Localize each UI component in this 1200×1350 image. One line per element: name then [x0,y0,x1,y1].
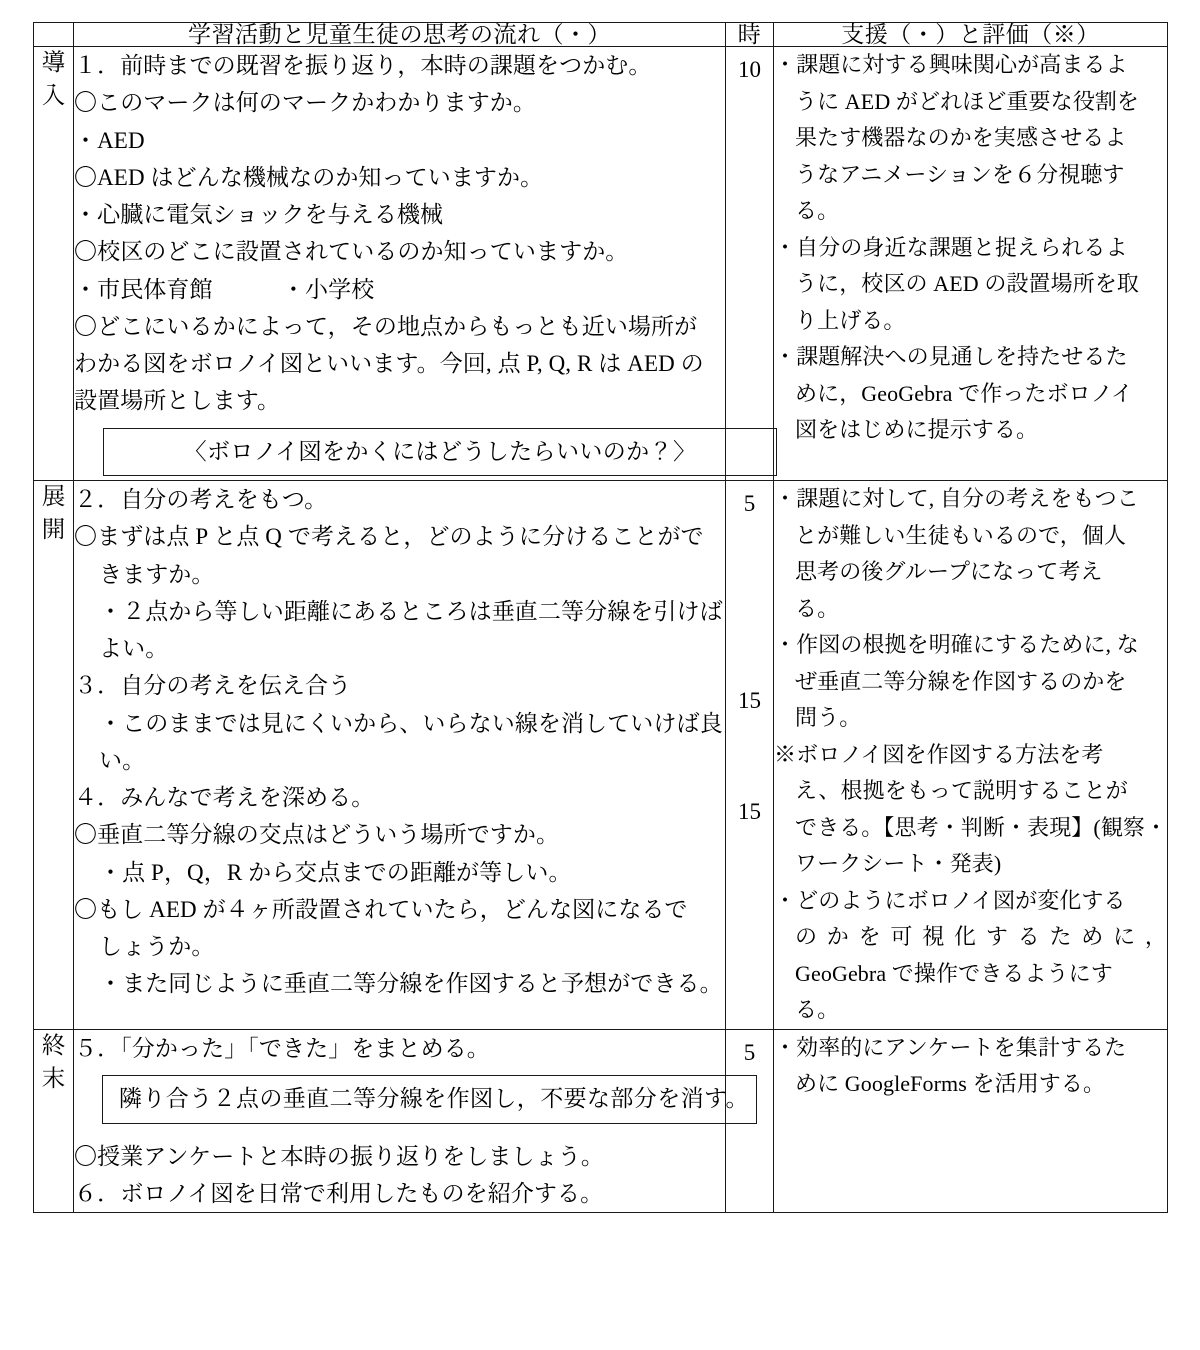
activity-line: 〇校区のどこに設置されているのか知っていますか。 [74,239,629,265]
activity-line: ・心臓に電気ショックを与える機械 [74,202,444,227]
time-value: 15 [738,688,761,714]
activity-line: 〇このマークは何のマークかわかりますか。 [74,90,536,116]
stage-char: 導 [41,50,66,76]
support-line-evaluation: ※ボロノイ図を作図する方法を考 [774,741,1104,767]
support-line: ・自分の身近な課題と捉えられるよ [774,234,1128,260]
activity-line: ６．ボロノイ図を日常で利用したものを紹介する。 [74,1180,604,1206]
table-body [34,47,1168,1213]
support-line: のかを可視化するために， [795,924,1167,950]
support-line: めに，GeoGebra で作ったボロノイ [795,380,1133,406]
support-line: る。 [795,997,840,1023]
stage-char: 入 [41,83,66,110]
support-line: GeoGebra で操作できるようにす [795,960,1113,986]
activity-cell-introduction [74,47,726,481]
activity-line: １．前時までの既習を振り返り，本時の課題をつかむ。 [74,53,652,78]
header-stage [34,23,74,47]
support-line: ・作図の根拠を明確にするために, な [774,632,1139,658]
time-value: 5 [743,491,756,517]
activity-line: 〇授業アンケートと本時の振り返りをしましょう。 [74,1143,604,1169]
activity-line: ３．自分の考えを伝え合う [74,673,352,699]
table-header [34,23,1168,47]
stage-char: 開 [41,517,66,544]
activity-line: 〇まずは点 P と点 Q で考えると，どのように分けることがで [74,524,704,550]
support-line: とが難しい生徒もいるので，個人 [795,522,1127,548]
activity-line: 〇どこにいるかによって，その地点からもっとも近い場所が [74,313,698,339]
activity-line: きますか。 [99,561,215,587]
activity-line: ４．みんなで考えを深める。 [74,785,375,811]
support-line: ・どのようにボロノイ図が変化する [774,887,1126,913]
table-row-conclusion [34,1029,1168,1212]
activity-line: ・市民体育館 ・小学校 [74,276,375,302]
time-cell-development [726,481,774,1030]
support-line: ・課題に対する興味関心が高まるよ [774,52,1128,77]
stage-label-development [34,481,74,1030]
stage-char: 末 [41,1066,66,1093]
learning-goal-box: 〈ボロノイ図をかくにはどうしたらいいのか？〉 [103,428,777,477]
support-line: 図をはじめに提示する。 [795,417,1039,443]
support-line: 問う。 [795,705,862,731]
time-value: 5 [743,1039,756,1065]
header-support: 支援（・）と評価（※） [774,23,1168,47]
time-cell-introduction [726,47,774,481]
support-line: る。 [795,198,840,224]
header-activity: 学習活動と児童生徒の思考の流れ（・） [74,23,726,47]
time-value: 15 [738,799,761,825]
stage-label-conclusion [34,1029,74,1212]
support-line: り上げる。 [795,307,906,333]
activity-line: ・このままでは見にくいから、いらない線を消していけば良 [99,710,723,736]
support-line: 思考の後グループになって考え [795,559,1103,585]
time-value: 10 [738,57,761,82]
header-row [34,23,1168,47]
support-cell-conclusion [774,1029,1168,1212]
support-line: え、根拠をもって説明することが [795,778,1128,804]
activity-cell-development [74,481,726,1030]
support-line: ・効率的にアンケートを集計するた [774,1034,1127,1060]
activity-line: ・点 P，Q，R から交点までの距離が等しい。 [99,859,572,885]
activity-line: ５．「分かった」「できた」をまとめる。 [74,1035,490,1061]
activity-line: 〇垂直二等分線の交点はどういう場所ですか。 [74,822,560,848]
activity-line: わかる図をボロノイ図といいます。今回, 点 P, Q, R は AED の [74,351,704,376]
support-cell-introduction [774,47,1168,481]
support-line: うなアニメーションを６分視聴す [795,161,1125,187]
stage-char: 終 [41,1032,66,1059]
support-line: できる。【思考・判断・表現】(観察・ [795,814,1168,840]
support-line: うに AED がどれほど重要な役割を [795,88,1140,114]
support-line: めに GoogleForms を活用する。 [795,1071,1106,1097]
activity-line: ・２点から等しい距離にあるところは垂直二等分線を引けば [99,598,723,624]
activity-cell-conclusion [74,1029,749,1212]
support-line: ・課題解決への見通しを持たせるた [774,344,1128,370]
activity-line: ・AED [74,127,145,153]
stage-char: 展 [41,484,66,511]
activity-line: 〇AED はどんな機械なのか知っていますか。 [74,164,544,190]
header-time: 時 [726,23,774,47]
summary-statement-box: 隣り合う２点の垂直二等分線を作図し，不要な部分を消す。 [102,1075,757,1124]
stage-label-introduction [34,47,74,481]
support-line: ワークシート・発表) [795,851,1002,877]
table-row-development [34,481,1168,1030]
activity-line: 〇もし AED が４ヶ所設置されていたら，どんな図になるで [74,896,688,922]
support-line: うに，校区の AED の設置場所を取 [795,271,1140,297]
support-line: ・課題に対して, 自分の考えをもつこ [774,486,1139,512]
activity-line: ２．自分の考えをもつ。 [74,487,328,513]
lesson-plan-table [33,22,1168,1213]
spacer [74,1128,725,1138]
activity-line: よい。 [99,636,169,662]
time-cell-conclusion [726,1029,774,1212]
activity-line: しょうか。 [99,934,215,960]
activity-line: ・また同じように垂直二等分線を作図すると予想ができる。 [99,971,723,997]
support-line: ぜ垂直二等分線を作図するのかを [795,668,1127,694]
activity-line: 設置場所とします。 [74,388,281,414]
support-cell-development [774,481,1168,1030]
support-line: る。 [795,595,840,621]
support-line: 果たす機器なのかを実感させるよ [795,125,1127,151]
table-row-introduction [34,47,1168,481]
activity-line: い。 [99,747,146,773]
